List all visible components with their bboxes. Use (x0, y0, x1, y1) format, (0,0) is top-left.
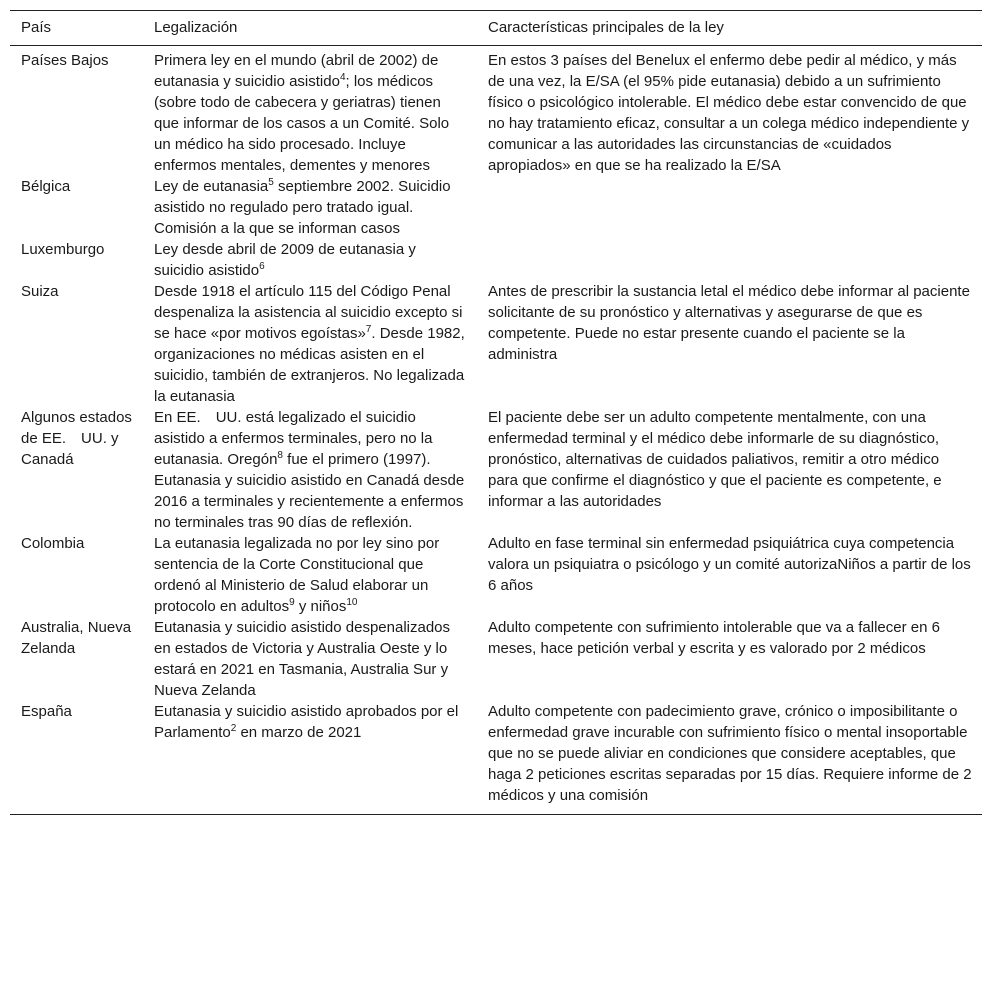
table-row (10, 533, 982, 617)
legalization-text: Primera ley en el mundo (abril de 2002) de eutanasia y suicidio asistido (154, 52, 439, 90)
legalization-cell (143, 407, 477, 533)
header-legalizacion: Legalización (154, 19, 238, 36)
country-cell: Suiza (21, 283, 59, 300)
reference-superscript: 10 (346, 597, 358, 608)
table-row (10, 281, 982, 407)
header-caracteristicas: Características principales de la ley (488, 19, 724, 36)
legalization-text: La eutanasia legalizada no por ley sino por sentencia de la Corte Constitucional que ordenó al Ministerio de Salud elaborar un protocolo en adultos (154, 535, 440, 615)
features-cell: Adulto en fase terminal sin enfermedad psiquiátrica cuya competencia valora un psiquiatra o psicólogo y un comité autorizaNiños a partir de los 6 años (488, 535, 971, 594)
legalization-cell (143, 176, 477, 239)
reference-superscript: 9 (289, 597, 295, 608)
legalization-cell (143, 533, 477, 617)
legalization-text: Ley de eutanasia (154, 178, 269, 195)
features-cell: Adulto competente con sufrimiento intolerable que va a fallecer en 6 meses, hace petición verbal y escrita y es valorado por 2 médicos (488, 619, 940, 657)
table-header (10, 11, 982, 46)
reference-superscript: 8 (277, 450, 283, 461)
country-cell: Países Bajos (21, 52, 109, 69)
legalization-text: En EE. UU. está legalizado el suicidio asistido a enfermos terminales, pero no la eutanasia. Oregón (154, 409, 433, 468)
legalization-cell (143, 46, 477, 177)
reference-superscript: 7 (365, 324, 372, 335)
country-cell: Australia, Nueva Zelanda (21, 619, 132, 657)
table-row (10, 239, 982, 281)
country-cell: Algunos estados de EE. UU. y Canadá (21, 409, 132, 468)
features-cell (477, 239, 982, 281)
features-cell: Antes de prescribir la sustancia letal el médico debe informar al paciente solicitante de su pronóstico y alternativas y asegurarse de que es competente. Puede no estar presente cuando el paciente se la administra (488, 283, 970, 363)
features-cell (477, 176, 982, 239)
legalization-text: en marzo de 2021 (236, 724, 362, 741)
table-row (10, 176, 982, 239)
legalization-cell (143, 617, 477, 701)
table-row (10, 617, 982, 701)
features-cell: Adulto competente con padecimiento grave, crónico o imposibilitante o enfermedad grave incurable con sufrimiento físico o mental insoportable que no se puede aliviar en condiciones que considere aceptables, que haga 2 peticiones escritas separadas por 15 días. Requiere informe de 2 médicos y una comisión (477, 701, 982, 815)
header-pais: País (21, 19, 52, 36)
reference-superscript: 2 (230, 723, 237, 734)
legalization-text: y niños (294, 598, 347, 615)
table-body (10, 46, 982, 815)
features-cell: En estos 3 países del Benelux el enfermo debe pedir al médico, y más de una vez, la E/SA (el 95% pide eutanasia) debido a un sufrimiento físico o psicológico intolerable. El médico debe estar convencido de que no hay tratamiento eficaz, consultar a un colega médico independiente y comunicar a las autoridades las circunstancias de «cuidados apropiados» en que se ha realizado la E/SA (488, 52, 970, 174)
legalization-cell (143, 701, 477, 815)
reference-superscript: 6 (259, 261, 265, 272)
legalization-text: Desde 1918 el artículo 115 del Código Penal despenaliza la asistencia al suicidio excepto si se hace «por motivos egoístas» (154, 283, 463, 342)
legalization-cell (143, 239, 477, 281)
table-row (10, 46, 982, 177)
country-cell: Bélgica (21, 178, 71, 195)
legalization-text: ; los médicos (sobre todo de cabecera y geriatras) tienen que informar de los casos a un Comité. Solo un médico ha sido procesado. Incluye enfermos mentales, dementes y menores (154, 73, 450, 174)
law-table-container (10, 10, 982, 815)
legalization-text: fue el primero (1997). Eutanasia y suicidio asistido en Canadá desde 2016 a terminales y recientemente a enfermos no terminales tras 90 días de reflexión. (154, 451, 465, 531)
country-cell: Colombia (21, 535, 85, 552)
legalization-text: septiembre 2002. Suicidio asistido no regulado pero tratado igual. Comisión a la que se informan casos (154, 178, 451, 237)
legalization-text: Eutanasia y suicidio asistido despenalizados en estados de Victoria y Australia Oeste y lo estará en 2021 en Tasmania, Australia Sur y Nueva Zelanda (154, 619, 451, 699)
table-row (10, 701, 982, 815)
features-cell: El paciente debe ser un adulto competente mentalmente, con una enfermedad terminal y el médico debe informarle de su diagnóstico, pronóstico, alternativas de cuidados paliativos, remitir a otro médico para que confirme el diagnóstico y que el paciente es competente, e informar a las autoridades (488, 409, 942, 510)
euthanasia-law-table (10, 10, 982, 815)
country-cell: Luxemburgo (21, 241, 105, 258)
legalization-text: . Desde 1982, organizaciones no médicas asisten en el suicidio, también de extranjeros. No legalizada la eutanasia (154, 325, 465, 405)
reference-superscript: 5 (268, 177, 274, 188)
header-row (10, 11, 982, 46)
reference-superscript: 4 (339, 72, 346, 83)
legalization-cell (143, 281, 477, 407)
legalization-text: Eutanasia y suicidio asistido aprobados por el Parlamento (154, 703, 459, 741)
country-cell: España (10, 701, 143, 815)
legalization-text: Ley desde abril de 2009 de eutanasia y suicidio asistido (154, 241, 416, 279)
table-row (10, 407, 982, 533)
